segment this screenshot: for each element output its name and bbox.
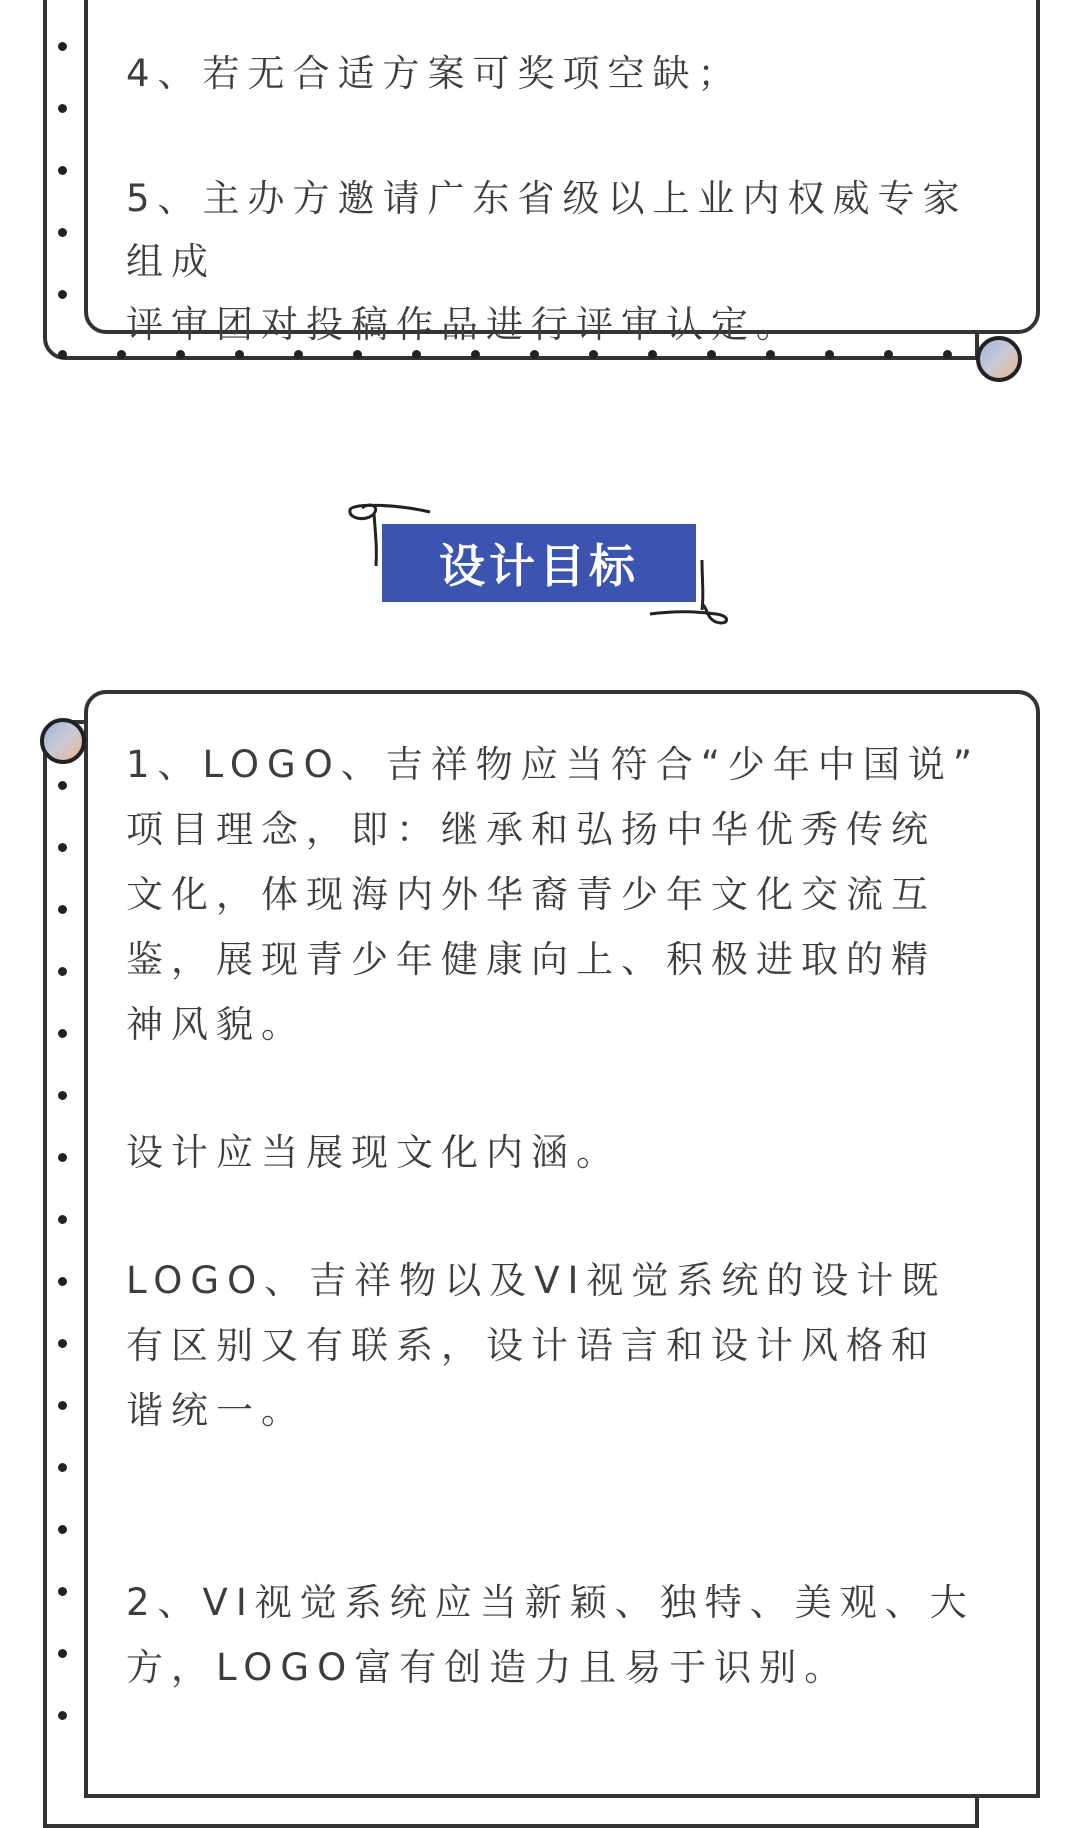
binder-dot — [58, 1711, 67, 1720]
binder-dot — [58, 166, 67, 175]
binder-dot — [58, 42, 67, 51]
goal-paragraph-2: 2、VI视觉系统应当新颖、独特、美观、大 方，LOGO富有创造力且易于识别。 — [126, 1581, 975, 1689]
ring-knob-icon — [40, 718, 86, 764]
binder-dot — [58, 290, 67, 299]
section-heading — [340, 500, 740, 640]
binder-dot — [58, 1277, 67, 1286]
card1-paragraph-4: 4、若无合适方案可奖项空缺； — [126, 52, 743, 95]
binder-dot — [58, 1587, 67, 1596]
goal-paragraph-1: 1、LOGO、吉祥物应当符合“少年中国说” 项目理念，即：继承和弘扬中华优秀传统 文化，体现海内外华裔青少年文化交流互 鉴，展现青少年健康向上、积极进取的精 神风貌。 — [126, 743, 981, 1046]
goal-paragraph-vi: LOGO、吉祥物以及VI视觉系统的设计既 有区别又有联系，设计语言和设计风格和 谐统一。 — [126, 1259, 947, 1432]
binder-dot — [58, 905, 67, 914]
binder-dot — [58, 1029, 67, 1038]
binder-dot — [58, 781, 67, 790]
page-title: 设计目标 — [382, 524, 696, 602]
binder-dot — [58, 1339, 67, 1348]
binder-dot — [58, 104, 67, 113]
card1-paragraph-5: 5、主办方邀请广东省级以上业内权威专家组成 评审团对投稿作品进行评审认定。 — [126, 177, 968, 346]
binder-dot — [58, 1091, 67, 1100]
binder-dot — [58, 1153, 67, 1162]
binder-dot — [58, 1463, 67, 1472]
binder-dot — [58, 1525, 67, 1534]
binder-dot — [58, 967, 67, 976]
binder-dot — [117, 350, 126, 359]
binder-dot — [58, 1215, 67, 1224]
binder-dot — [58, 1401, 67, 1410]
binder-dot — [58, 228, 67, 237]
goal-paragraph-culture: 设计应当展现文化内涵。 — [126, 1131, 621, 1174]
binder-dot — [58, 350, 67, 359]
binder-dot — [58, 1649, 67, 1658]
binder-dot — [58, 843, 67, 852]
